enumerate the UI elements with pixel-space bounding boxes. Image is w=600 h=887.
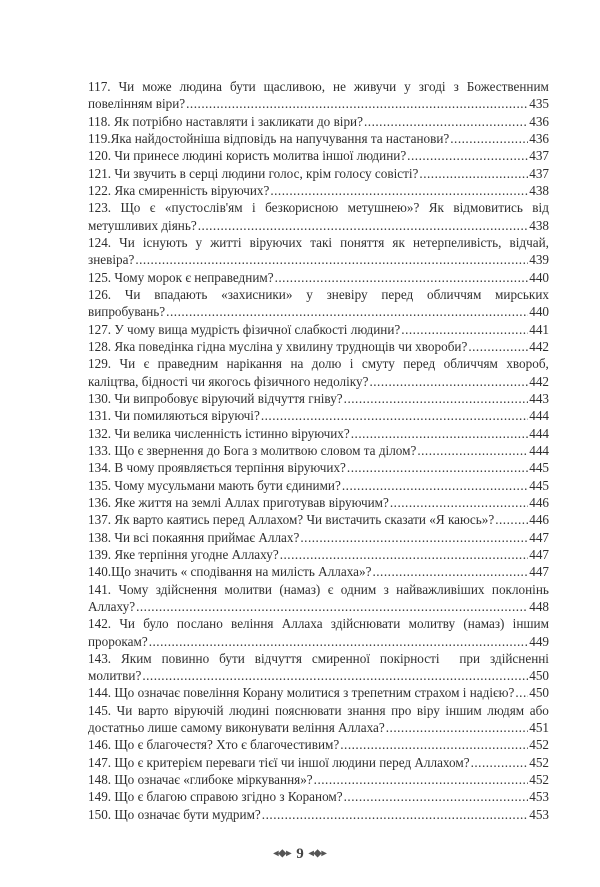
toc-entry-text: 135. Чому мусульмани мають бути єдиними? [88,477,341,493]
toc-entry-text: випробувань? [88,304,166,320]
word: 143. [88,650,112,666]
word: бути [219,650,245,666]
word: 126. [88,286,112,302]
word: Чи [116,702,133,718]
word: Чи [119,234,135,250]
toc-entry[interactable] [88,702,549,737]
word: Чи [119,356,136,372]
word: здійснення [155,581,218,597]
word: 142. [88,616,112,632]
toc-entry-text: 134. В чому проявляється терпіння віруючих? [88,460,346,476]
dot-leader [471,754,529,771]
toc-entry[interactable] [88,442,549,459]
word: від [532,200,549,216]
toc-entry-text: 120. Чи принесе людині користь молитва іншої людини? [88,148,407,164]
toc-entry[interactable] [88,754,549,771]
toc-entry[interactable] [88,78,549,113]
word: є [327,581,334,597]
toc-entry-text: пророкам? [88,633,148,649]
toc-entry-text: 128. Яка поведінка гідна мусліна у хвилину труднощів чи хвороби? [88,338,468,354]
word: послано [176,616,223,632]
word: поклонінь [491,581,549,597]
dot-leader [344,390,529,407]
dot-leader [369,373,528,390]
word: варто [137,702,169,718]
word: знання [347,702,386,718]
toc-entry-text: каліцтва, бідності чи якогось фізичного недоліку? [88,373,369,389]
dot-leader [314,771,529,788]
toc-entry[interactable] [88,581,549,616]
toc-entry[interactable] [88,684,549,701]
word: людина [179,79,223,94]
toc-entry-text: достатньо лише самому виконувати веління Аллаха? [88,720,385,736]
word: Божественним [466,79,549,94]
word: веління [231,616,274,632]
toc-entry-page: 451 [529,720,549,736]
word: праведним [157,356,219,372]
toc-entry-text: 146. Що є благочестя? Хто є благочестивим? [88,737,340,753]
word: нарікання [226,356,283,372]
word: молитву [408,616,456,632]
word: віруючій [173,702,224,718]
toc-entry[interactable] [88,563,549,580]
word: відчуття [254,650,302,666]
dot-leader [468,338,528,355]
toc-entry-text: 147. Що є критерієм переваги тієї чи іншої людини перед Аллахом? [88,754,470,770]
toc-entry[interactable] [88,407,549,424]
word: є [143,356,150,372]
toc-entry-text: 118. Як потрібно наставляти і закликати до віри? [88,113,363,129]
word: відмовитись [453,200,523,216]
word: у [404,79,411,94]
word: віруючих [249,234,303,250]
dot-leader [364,113,528,130]
word: бути [230,79,256,94]
toc-entry[interactable] [88,529,549,546]
toc-entry-page: 442 [529,338,549,354]
dot-leader [386,719,529,736]
word: у [306,286,313,302]
toc-entry-text: 131. Чи помиляються віруючі? [88,408,260,424]
word: іншим [445,702,482,718]
word: Яким [121,650,152,666]
ornament-right-icon: ◂◆▸ [308,848,327,859]
word: перед [403,356,436,372]
dot-leader [270,182,528,199]
toc-entry-page: 446 [529,494,549,510]
toc-entry-text: 139. Яке терпіння угодне Аллаху? [88,546,279,562]
dot-leader [275,269,529,286]
toc-entry-text: 138. Чи всі покаяння приймає Аллах? [88,529,300,545]
toc-entry-page: 452 [529,737,549,753]
dot-leader [149,633,529,650]
toc-entry[interactable] [88,788,549,805]
dot-leader [407,147,528,164]
word: молитви [224,581,272,597]
toc-entry-page: 437 [529,148,549,164]
toc-entry-text: 140.Що значить « сподівання на милість Аллаха»? [88,564,372,580]
word: людині [229,702,270,718]
toc-entry[interactable] [88,165,549,182]
toc-entry-page: 447 [529,546,549,562]
word: долю [311,356,342,372]
toc-entry[interactable] [88,147,549,164]
word: метушнею»? [347,200,420,216]
toc-entry-page: 450 [529,685,549,701]
word: обличчям [427,286,482,302]
toc-entry-text: 137. Як варто каятись перед Аллахом? Чи вистачить сказати «Я каюсь»? [88,512,495,528]
word: покірності [379,650,440,666]
word: з [383,581,389,597]
toc-entry[interactable] [88,615,549,650]
word: мирських [495,286,549,302]
word: одним [340,581,377,597]
toc-entry[interactable] [88,511,549,528]
toc-entry-text: метушливих діянь? [88,217,197,233]
toc-entry-page: 447 [529,564,549,580]
word: обличчям [443,356,498,372]
toc-entry-page: 444 [529,408,549,424]
word: пояснювати [275,702,342,718]
dot-leader [136,598,528,615]
toc-entry[interactable] [88,494,549,511]
dot-leader [390,494,528,511]
toc-entry-page: 440 [529,269,549,285]
toc-entry-page: 440 [529,304,549,320]
word: зневіру [326,286,368,302]
toc-entry[interactable] [88,477,549,494]
toc-entry-page: 445 [529,460,549,476]
toc-entry-text: 136. Яке життя на землі Аллах приготував віруючим? [88,494,389,510]
word: існують [142,234,188,250]
word: на [290,356,304,372]
word: у [195,234,203,250]
toc-entry-page: 447 [529,529,549,545]
word: 123. [88,200,112,216]
word: іншим [512,616,549,632]
word: смуту [361,356,395,372]
dot-leader [351,425,529,442]
toc-entry-page: 435 [529,96,549,112]
toc-entry-text: Аллаху? [88,598,136,614]
word: 124. [88,234,112,250]
toc-entry-page: 452 [529,772,549,788]
word: 145. [88,702,112,718]
dot-leader [261,407,528,424]
toc-entry[interactable] [88,130,549,147]
toc-entry[interactable] [88,425,549,442]
dot-leader [300,529,528,546]
toc-entry-page: 446 [529,512,549,528]
toc-entry[interactable] [88,650,549,685]
word: людям [487,702,525,718]
word: поняття [340,234,385,250]
dot-leader [401,321,528,338]
word: з [453,79,459,94]
word: Чому [118,581,149,597]
toc-entry-page: 449 [529,633,549,649]
table-of-contents [88,78,549,823]
toc-entry-page: 438 [529,217,549,233]
dot-leader [262,806,528,823]
dot-leader [280,546,529,563]
toc-entry[interactable] [88,390,549,407]
toc-entry[interactable] [88,546,549,563]
toc-entry-page: 448 [529,598,549,614]
word: (намаз) [463,616,505,632]
word: здійсненні [490,650,549,666]
toc-entry[interactable] [88,269,549,286]
word: 141. [88,581,112,597]
dot-leader [135,251,528,268]
word: живучи [353,79,397,94]
toc-entry-text: 130. Чи випробовує віруючий відчуття гніву? [88,390,343,406]
word: відчай, [509,234,549,250]
toc-entry-page: 439 [529,252,549,268]
dot-leader [340,736,528,753]
toc-entry-text: повелінням віри? [88,96,186,112]
word: найважливіших [396,581,485,597]
word: Як [428,200,444,216]
toc-entry[interactable] [88,806,549,823]
word: «пустослів'ям [164,200,243,216]
word: Аллаха [281,616,323,632]
dot-leader [450,130,528,147]
toc-entry-page: 436 [529,130,549,146]
toc-entry-page: 437 [529,165,549,181]
word: Чи [118,79,135,94]
toc-entry[interactable] [88,459,549,476]
toc-entry-text: 127. У чому вища мудрість фізичної слабкості людини? [88,321,401,337]
word: або [529,702,549,718]
toc-entry-page: 441 [529,321,549,337]
word: перед [381,286,414,302]
word: може [142,79,172,94]
word: щасливою, [263,79,326,94]
toc-entry-page: 444 [529,442,549,458]
toc-entry-page: 436 [529,113,549,129]
word: 117. [88,79,111,94]
toc-entry[interactable] [88,355,549,390]
word: є [149,200,156,216]
toc-entry-text: 148. Що означає «глибоке міркування»? [88,772,313,788]
toc-entry-page: 438 [529,182,549,198]
toc-entry-page: 442 [529,373,549,389]
toc-entry[interactable] [88,199,549,234]
word: Чи [119,616,135,632]
word: віру [416,702,440,718]
ornament-left-icon: ◂◆▸ [273,848,292,859]
toc-entry-text: 125. Чому морок є неправедним? [88,269,274,285]
toc-entry-page: 453 [529,806,549,822]
word: про [391,702,412,718]
word: не [333,79,346,94]
dot-leader [372,563,528,580]
toc-entry[interactable] [88,338,549,355]
word: 129. [88,356,112,372]
word: безкорисною [265,200,339,216]
word: такі [310,234,333,250]
toc-entry[interactable] [88,736,549,753]
dot-leader [198,217,529,234]
dot-leader [417,442,528,459]
toc-entry[interactable] [88,234,549,269]
page-footer [0,846,600,863]
word: впадають [154,286,208,302]
dot-leader [342,477,528,494]
word: повинно [161,650,210,666]
word: як [392,234,405,250]
dot-leader [347,459,528,476]
toc-entry[interactable] [88,182,549,199]
word: Чи [124,286,141,302]
dot-leader [515,684,528,701]
toc-entry-page: 453 [529,789,549,805]
toc-entry-text: 132. Чи велика численність істинно віруючих? [88,425,350,441]
word: житті [210,234,242,250]
word: смиренної [311,650,370,666]
toc-entry-text: молитви? [88,668,142,684]
toc-entry[interactable] [88,321,549,338]
toc-entry-page: 444 [529,425,549,441]
toc-entry-text: 133. Що є звернення до Бога з молитвою словом та ділом? [88,442,417,458]
toc-entry[interactable] [88,771,549,788]
word: хвороб, [506,356,549,372]
toc-entry-text: 122. Яка смиренність віруючих? [88,182,270,198]
dot-leader [419,165,528,182]
toc-entry-text: 149. Що є благою справою згідно з Кораном? [88,789,343,805]
toc-entry-text: зневіра? [88,252,135,268]
word: при [459,650,481,666]
dot-leader [186,95,528,112]
word: «захисники» [221,286,293,302]
toc-entry[interactable] [88,286,549,321]
toc-entry-text: 119.Яка найдостойніша відповідь на напучування та настанови? [88,130,450,146]
word: здійснювати [330,616,401,632]
toc-entry-page: 445 [529,477,549,493]
word: Що [120,200,141,216]
toc-entry-text: 121. Чи звучить в серці людини голос, крім голосу совісті? [88,165,419,181]
toc-entry-text: 144. Що означає повеління Корану молитися з трепетним страхом і надією? [88,685,515,701]
dot-leader [166,303,528,320]
word: згоді [418,79,446,94]
dot-leader [495,511,528,528]
toc-entry[interactable] [88,113,549,130]
toc-entry-page: 443 [529,390,549,406]
dot-leader [142,667,528,684]
toc-entry-page: 452 [529,754,549,770]
word: і [349,356,354,372]
dot-leader [344,788,529,805]
word: було [143,616,169,632]
toc-entry-page: 450 [529,668,549,684]
word: нетерпеливість, [412,234,502,250]
word: і [252,200,256,216]
word: (намаз) [279,581,321,597]
page-number: 9 [296,846,304,862]
toc-entry-text: 150. Що означає бути мудрим? [88,806,261,822]
